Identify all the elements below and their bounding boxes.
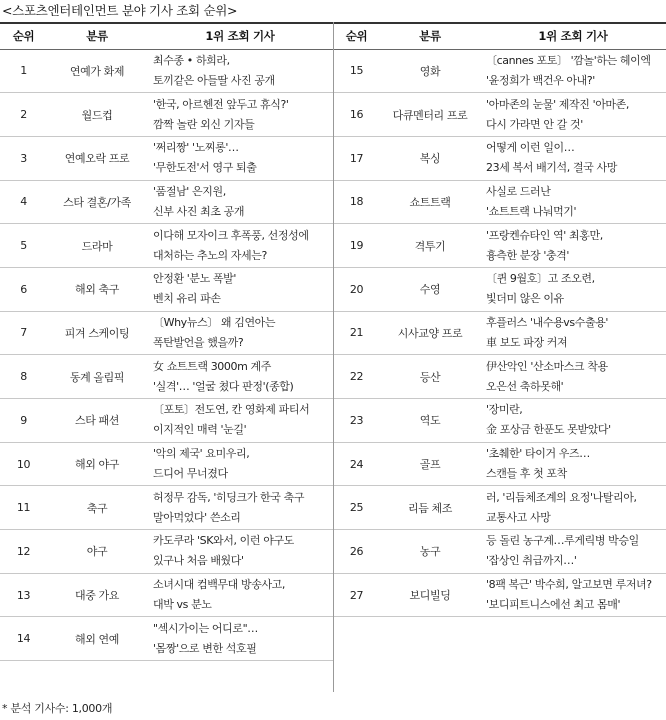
article-cell xyxy=(480,399,666,443)
article-line-2: 말아먹었다' 쓴소리 xyxy=(153,510,241,524)
table-row xyxy=(0,136,333,180)
rank-cell: 5 xyxy=(0,224,47,268)
article-cell xyxy=(147,399,333,443)
article-line-1: 후플러스 '내수용vs수출용' xyxy=(486,315,609,329)
article-line-2: 이지적인 매력 '눈길' xyxy=(153,423,247,437)
article-line-1: 허정무 감독, '히딩크가 한국 축구 xyxy=(153,490,305,504)
article-cell xyxy=(147,486,333,530)
category-cell: 수영 xyxy=(380,267,480,311)
article-cell xyxy=(480,530,666,574)
category-cell: 축구 xyxy=(47,486,147,530)
table-row xyxy=(333,486,666,530)
article-line-2: 토끼같은 아들딸 사진 공개 xyxy=(153,73,275,87)
category-cell: 역도 xyxy=(380,399,480,443)
category-cell: 보디빌딩 xyxy=(380,573,480,617)
category-cell: 연예오락 프로 xyxy=(47,136,147,180)
rank-cell: 27 xyxy=(333,573,380,617)
article-line-1: 카도쿠라 'SK와서, 이런 야구도 xyxy=(153,534,294,548)
table-row xyxy=(333,311,666,355)
category-cell: 등산 xyxy=(380,355,480,399)
table-row xyxy=(0,530,333,574)
category-cell: 해외 축구 xyxy=(47,267,147,311)
article-line-1: '초췌한' 타이거 우즈… xyxy=(486,447,590,461)
article-line-1: 등 돌린 농구계…루게릭병 박승일 xyxy=(486,534,639,548)
article-line-1: 〔cannes 포토〕 '깜놀'하는 헤이엑 xyxy=(486,53,651,67)
table-row xyxy=(333,49,666,93)
article-line-2: '실격'… '얼굴 쳤다 판정'(종합) xyxy=(153,379,294,393)
rank-cell: 26 xyxy=(333,530,380,574)
table-row xyxy=(333,224,666,268)
rank-cell: 23 xyxy=(333,399,380,443)
category-cell: 스타 패션 xyxy=(47,399,147,443)
table-row xyxy=(333,399,666,443)
rank-cell: 10 xyxy=(0,442,47,486)
article-line-2: 대처하는 추노의 자세는? xyxy=(153,248,267,262)
ranking-table-right xyxy=(333,22,666,617)
article-line-1: 女 쇼트트랙 3000m 계주 xyxy=(153,359,271,373)
article-line-1: '품절남' 은지원, xyxy=(153,184,226,198)
category-cell: 스타 결혼/가족 xyxy=(47,180,147,224)
category-cell: 다큐멘터리 프로 xyxy=(380,93,480,137)
category-cell: 연예가 화제 xyxy=(47,49,147,93)
article-line-2: 있구나 처음 배웠다' xyxy=(153,554,244,568)
header-article: 1위 조회 기사 xyxy=(480,23,666,49)
table-title: <스포츠엔터테인먼트 분야 기사 조회 순위> xyxy=(2,3,238,18)
table-row xyxy=(333,530,666,574)
article-line-2: '윤정희가 백건우 아내?' xyxy=(486,73,595,87)
rank-cell: 22 xyxy=(333,355,380,399)
category-cell: 격투기 xyxy=(380,224,480,268)
article-line-2: 스캔들 후 첫 포착 xyxy=(486,467,567,481)
category-cell: 리듬 체조 xyxy=(380,486,480,530)
article-line-1: '한국, 아르헨전 앞두고 휴식?' xyxy=(153,97,289,111)
article-line-1: 〔퀸 9월호〕고 조오련, xyxy=(486,272,595,286)
rank-cell: 25 xyxy=(333,486,380,530)
article-cell xyxy=(147,224,333,268)
rank-cell: 7 xyxy=(0,311,47,355)
article-line-1: 러, '리듬체조계의 요정'나탈리아, xyxy=(486,490,637,504)
article-cell xyxy=(480,355,666,399)
table-row xyxy=(0,486,333,530)
table-row xyxy=(333,355,666,399)
article-line-2: 대박 vs 분노 xyxy=(153,598,212,612)
category-cell: 시사교양 프로 xyxy=(380,311,480,355)
category-cell: 쇼트트랙 xyxy=(380,180,480,224)
rank-cell: 14 xyxy=(0,617,47,661)
article-cell xyxy=(147,49,333,93)
article-line-2: '쇼트트랙 나눠먹기' xyxy=(486,204,577,218)
category-cell: 야구 xyxy=(47,530,147,574)
article-line-2: 車 보도 파장 커져 xyxy=(486,335,568,349)
article-cell xyxy=(147,311,333,355)
rank-cell: 3 xyxy=(0,136,47,180)
category-cell: 피겨 스케이팅 xyxy=(47,311,147,355)
article-cell xyxy=(147,530,333,574)
table-row xyxy=(0,617,333,661)
header-row xyxy=(333,23,666,49)
table-row xyxy=(0,355,333,399)
rank-cell: 24 xyxy=(333,442,380,486)
category-cell: 농구 xyxy=(380,530,480,574)
table-row xyxy=(333,267,666,311)
article-cell xyxy=(480,49,666,93)
article-line-1: "섹시가이는 어디로"… xyxy=(153,621,258,635)
article-cell xyxy=(480,267,666,311)
rank-cell: 9 xyxy=(0,399,47,443)
table-row xyxy=(333,573,666,617)
table-row xyxy=(0,224,333,268)
ranking-table-left xyxy=(0,22,333,661)
category-cell: 영화 xyxy=(380,49,480,93)
rank-cell: 6 xyxy=(0,267,47,311)
article-line-2: 다시 가라면 안 갈 것' xyxy=(486,117,583,131)
article-cell xyxy=(480,93,666,137)
article-line-1: 이다해 모자이크 후폭풍, 선정성에 xyxy=(153,228,309,242)
article-cell xyxy=(147,573,333,617)
article-line-2: 23세 복서 배기석, 결국 사망 xyxy=(486,161,617,175)
article-line-1: 사실로 드러난 xyxy=(486,184,551,198)
header-category: 분류 xyxy=(380,23,480,49)
article-cell xyxy=(480,180,666,224)
article-line-2: '몸짱'으로 변한 석호필 xyxy=(153,641,257,655)
article-line-1: 〔Why뉴스〕 왜 김연아는 xyxy=(153,315,276,329)
article-line-1: '아마존의 눈물' 제작진 '아마존, xyxy=(486,97,629,111)
rank-cell: 19 xyxy=(333,224,380,268)
header-row xyxy=(0,23,333,49)
rank-cell: 1 xyxy=(0,49,47,93)
table-row xyxy=(0,573,333,617)
article-line-2: 신부 사진 최초 공개 xyxy=(153,204,245,218)
table-row xyxy=(0,180,333,224)
table-row xyxy=(0,267,333,311)
rank-cell: 21 xyxy=(333,311,380,355)
article-line-2: 깜짝 놀란 외신 기자들 xyxy=(153,117,255,131)
article-line-2: 벤치 유리 파손 xyxy=(153,292,221,306)
article-line-2: '보디피트니스에선 최고 몸매' xyxy=(486,598,621,612)
header-rank: 순위 xyxy=(0,23,47,49)
category-cell: 해외 야구 xyxy=(47,442,147,486)
rank-cell: 15 xyxy=(333,49,380,93)
article-line-2: 빛더미 않은 이유 xyxy=(486,292,564,306)
rank-cell: 12 xyxy=(0,530,47,574)
article-line-2: 金 포상금 한푼도 못받았다' xyxy=(486,423,611,437)
article-line-2: 오은선 축하못해' xyxy=(486,379,564,393)
article-line-2: '잡상인 취급까지…' xyxy=(486,554,577,568)
article-line-1: 伊산악인 '산소마스크 착용 xyxy=(486,359,608,373)
article-cell xyxy=(147,180,333,224)
article-line-1: '8팩 복근' 박수희, 알고보면 루저녀? xyxy=(486,578,652,592)
article-cell xyxy=(480,224,666,268)
table-row xyxy=(333,442,666,486)
article-line-1: '프랑켄슈타인 역' 최홍만, xyxy=(486,228,603,242)
table-row xyxy=(0,442,333,486)
header-rank: 순위 xyxy=(333,23,380,49)
article-cell xyxy=(147,267,333,311)
article-line-2: 교통사고 사망 xyxy=(486,510,551,524)
article-line-1: '장미란, xyxy=(486,403,523,417)
rank-cell: 2 xyxy=(0,93,47,137)
article-line-2: '무한도전'서 영구 퇴출 xyxy=(153,161,257,175)
table-row xyxy=(0,311,333,355)
table-row xyxy=(0,93,333,137)
article-line-2: 폭탄발언을 했을까? xyxy=(153,335,244,349)
article-cell xyxy=(147,617,333,661)
rank-cell: 16 xyxy=(333,93,380,137)
article-cell xyxy=(480,311,666,355)
header-article: 1위 조회 기사 xyxy=(147,23,333,49)
rank-cell: 18 xyxy=(333,180,380,224)
table-row xyxy=(0,49,333,93)
rank-cell: 11 xyxy=(0,486,47,530)
rank-cell: 8 xyxy=(0,355,47,399)
article-line-1: 〔포토〕전도연, 칸 영화제 파티서 xyxy=(153,403,310,417)
article-cell xyxy=(147,136,333,180)
column-divider xyxy=(333,22,334,692)
category-cell: 월드컵 xyxy=(47,93,147,137)
category-cell: 대중 가요 xyxy=(47,573,147,617)
article-line-2: 흉측한 분장 '충격' xyxy=(486,248,570,262)
category-cell: 해외 연예 xyxy=(47,617,147,661)
table-row xyxy=(333,93,666,137)
article-cell xyxy=(147,355,333,399)
rank-cell: 20 xyxy=(333,267,380,311)
article-line-1: 안정환 '분노 폭발' xyxy=(153,272,237,286)
article-line-2: 드디어 무너졌다 xyxy=(153,467,228,481)
category-cell: 드라마 xyxy=(47,224,147,268)
category-cell: 동계 올림픽 xyxy=(47,355,147,399)
table-row xyxy=(333,136,666,180)
article-cell xyxy=(480,442,666,486)
article-line-1: 어떻게 이런 일이… xyxy=(486,141,575,155)
article-cell xyxy=(147,93,333,137)
rank-cell: 13 xyxy=(0,573,47,617)
header-category: 분류 xyxy=(47,23,147,49)
category-cell: 골프 xyxy=(380,442,480,486)
article-line-1: 최수종 • 하희라, xyxy=(153,53,230,67)
article-line-1: '쩌리짱' '노찌롱'… xyxy=(153,141,239,155)
table-row xyxy=(333,180,666,224)
article-line-1: 소녀시대 컴백무대 방송사고, xyxy=(153,578,286,592)
footnote: * 분석 기사수: 1,000개 xyxy=(2,702,113,715)
article-line-1: '악의 제국' 요미우리, xyxy=(153,447,250,461)
article-cell xyxy=(480,486,666,530)
rank-cell: 4 xyxy=(0,180,47,224)
category-cell: 복싱 xyxy=(380,136,480,180)
article-cell xyxy=(147,442,333,486)
article-cell xyxy=(480,136,666,180)
table-row xyxy=(0,399,333,443)
article-cell xyxy=(480,573,666,617)
rank-cell: 17 xyxy=(333,136,380,180)
